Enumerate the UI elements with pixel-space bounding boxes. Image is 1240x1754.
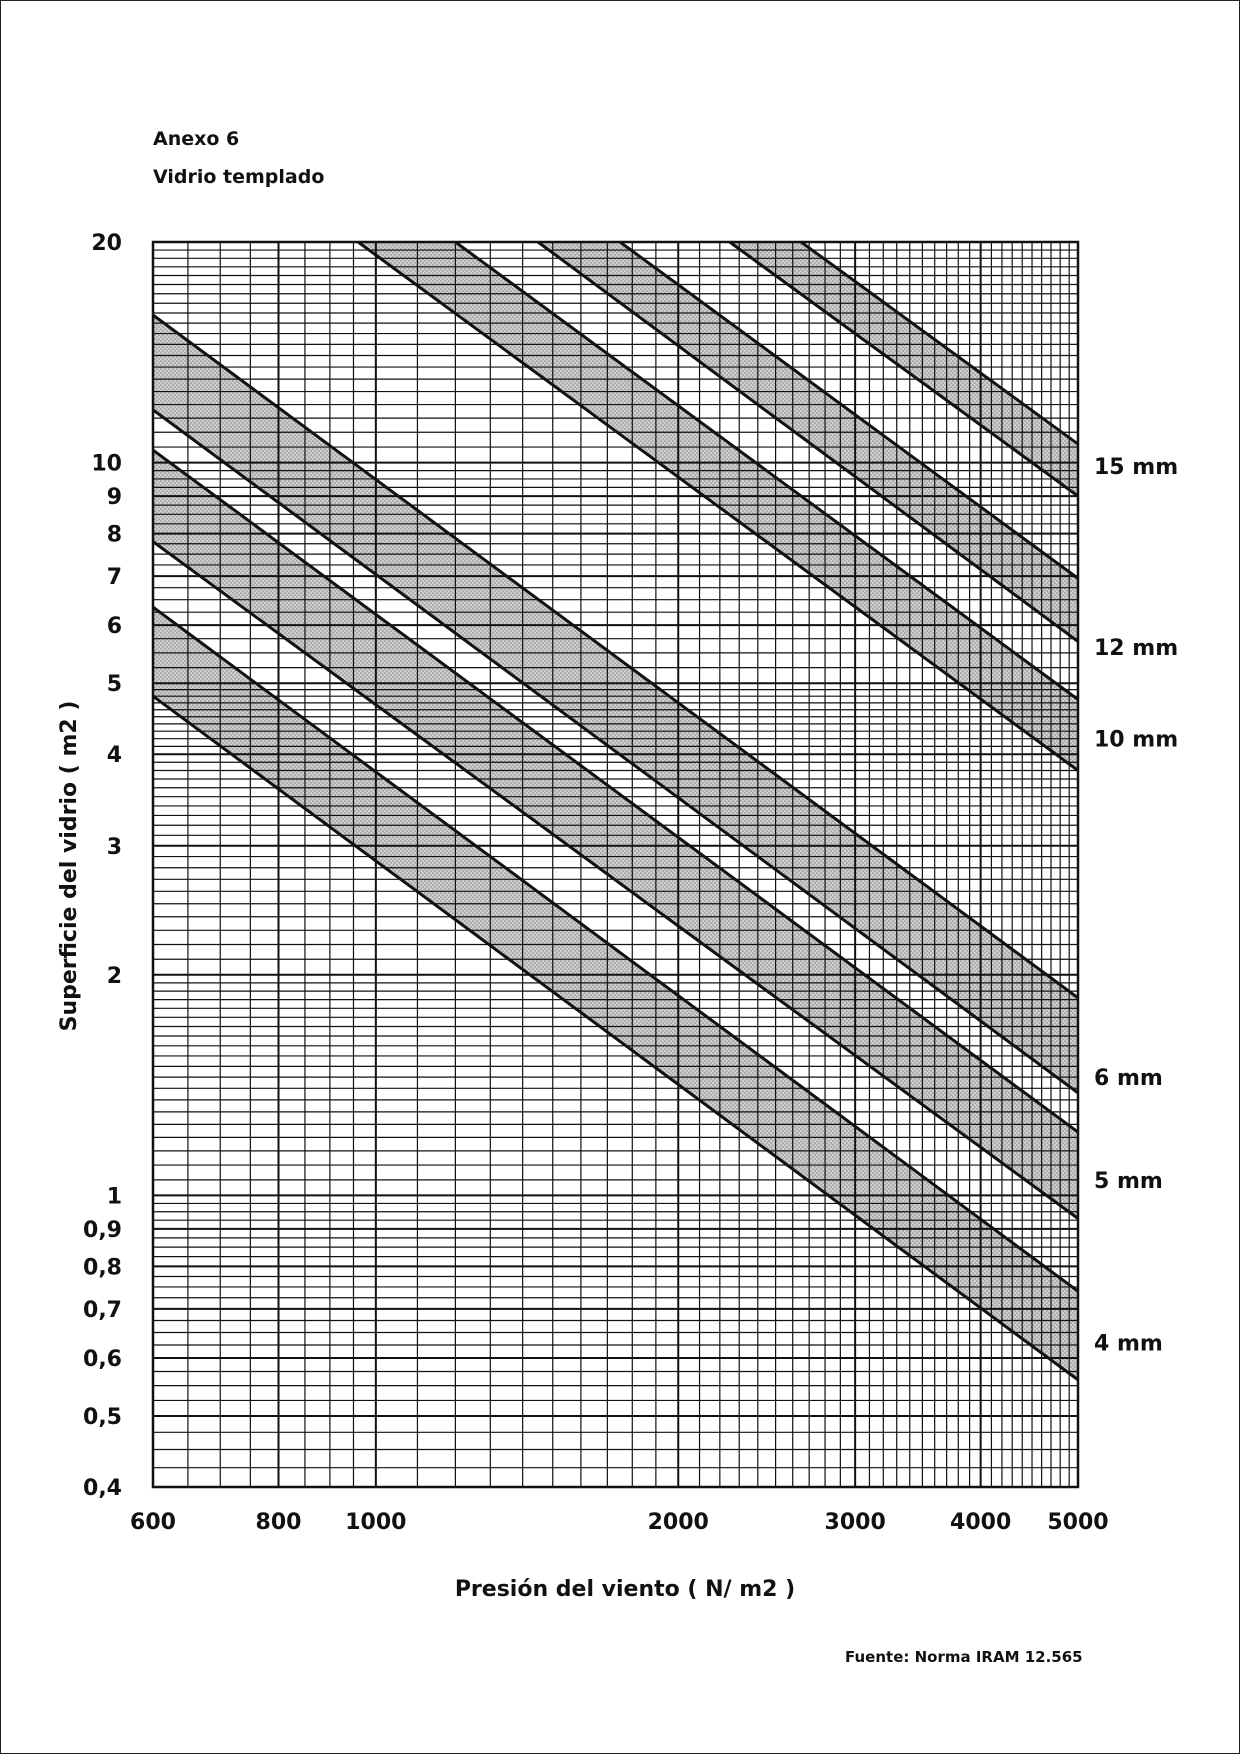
y-tick-label: 20 [91,231,122,256]
y-tick-label: 6 [106,614,122,640]
y-tick-label: 7 [106,565,122,591]
x-tick-label: 1000 [345,1510,407,1535]
y-tick-label: 0,5 [83,1404,122,1430]
x-tick-label: 4000 [950,1510,1012,1535]
y-tick-label: 0,4 [83,1476,122,1501]
y-axis-label: Superficie del vidrio ( m2 ) [57,700,82,1032]
x-tick-label: 800 [255,1510,302,1535]
y-tick-label: 2 [106,963,122,989]
y-tick-label: 3 [106,834,122,860]
y-tick-label: 9 [106,485,122,511]
y-tick-label: 0,6 [83,1346,122,1372]
x-axis-label: Presión del viento ( N/ m2 ) [454,1577,796,1602]
y-tick-label: 8 [106,522,122,548]
x-tick-label: 600 [130,1510,176,1535]
y-tick-label: 1 [106,1184,122,1210]
chart-subtitle: Vidrio templado [153,166,325,188]
y-tick-label: 0,8 [83,1255,122,1281]
x-tick-labels [130,1510,1109,1535]
thickness-labels [1094,455,1178,1357]
x-tick-label: 2000 [647,1510,709,1535]
y-tick-label: 5 [106,672,122,698]
y-tick-label: 10 [91,451,122,477]
source-note: Fuente: Norma IRAM 12.565 [845,1648,1083,1666]
x-tick-label: 5000 [1047,1510,1109,1535]
thickness-label: 6 mm [1094,1066,1163,1092]
y-tick-labels [83,231,122,1501]
thickness-label: 15 mm [1094,454,1179,480]
y-tick-label: 0,9 [83,1217,122,1243]
thickness-label: 4 mm [1094,1331,1163,1357]
thickness-label: 12 mm [1094,636,1179,662]
x-tick-label: 3000 [824,1510,886,1535]
thickness-label: 5 mm [1094,1168,1163,1194]
y-tick-label: 0,7 [83,1297,122,1323]
annex-heading: Anexo 6 [153,128,240,150]
y-tick-label: 4 [106,743,122,769]
thickness-label: 10 mm [1094,727,1179,753]
